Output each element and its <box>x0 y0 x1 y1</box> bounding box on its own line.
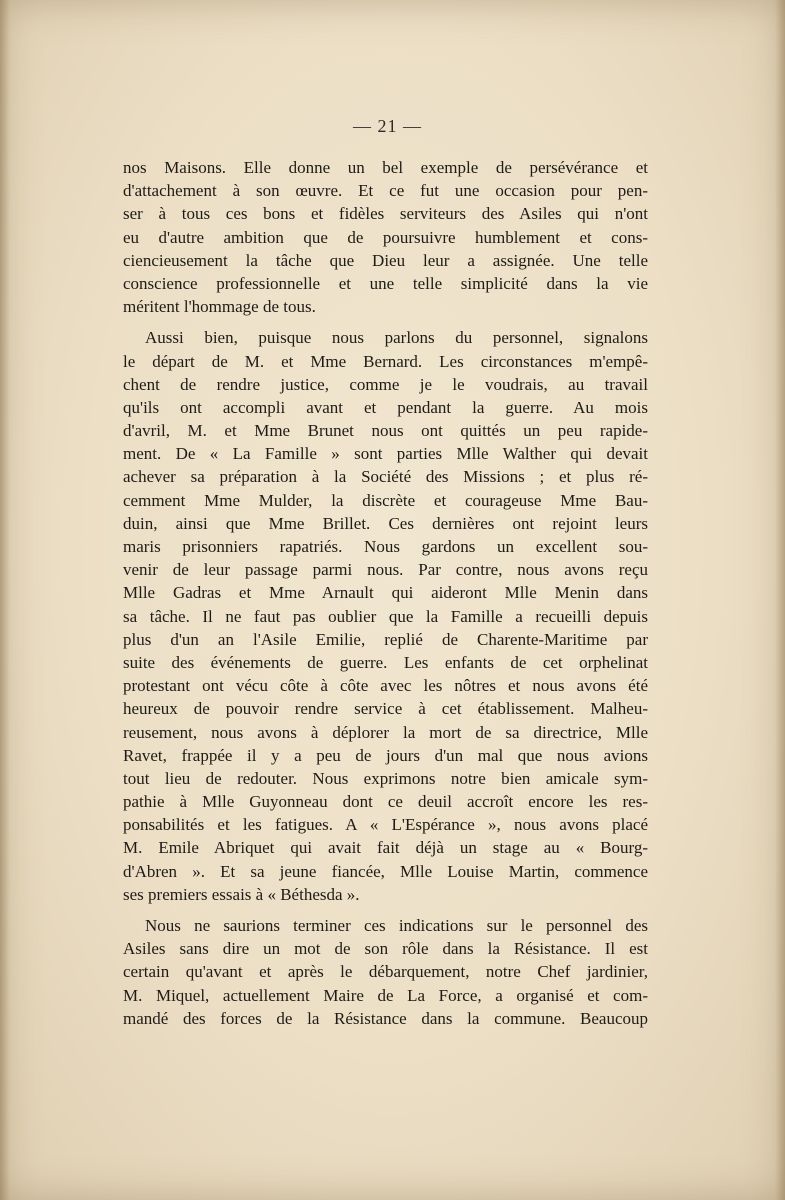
text-line: Ravet, frappée il y a peu de jours d'un mal que nous avions <box>123 745 648 765</box>
text-line: heureux de pouvoir rendre service à cet établissement. Malheu- <box>123 699 648 719</box>
text-line: chent de rendre justice, comme je le voudrais, au travail <box>123 374 648 394</box>
text-line: d'Abren ». Et sa jeune fiancée, Mlle Louise Martin, commence <box>123 861 648 881</box>
text-line: méritent l'hommage de tous. <box>123 297 316 317</box>
text-line: mandé des forces de la Résistance dans la commune. Beaucoup <box>123 1008 648 1028</box>
page-number: — 21 — <box>353 116 422 136</box>
text-line: Mlle Gadras et Mme Arnault qui aideront Mlle Menin dans <box>123 583 648 603</box>
text-line: ser à tous ces bons et fidèles serviteurs des Asiles qui n'ont <box>123 204 648 224</box>
page-edge-shadow-left <box>0 0 10 1200</box>
text-line: ment. De « La Famille » sont parties Mlle Walther qui devait <box>123 444 648 464</box>
text-line: d'attachement à son œuvre. Et ce fut une occasion pour pen- <box>123 181 648 201</box>
text-line: pathie à Mlle Guyonneau dont ce deuil accroît encore les res- <box>123 792 648 812</box>
text-line: protestant ont vécu côte à côte avec les nôtres et nous avons été <box>123 676 648 696</box>
text-line: sa tâche. Il ne faut pas oublier que la Famille a recueilli depuis <box>123 606 648 626</box>
text-line: certain qu'avant et après le débarquement, notre Chef jardinier, <box>123 962 648 982</box>
text-line: nos Maisons. Elle donne un bel exemple de persévérance et <box>123 158 648 177</box>
text-line: le départ de M. et Mme Bernard. Les circonstances m'empê- <box>123 351 648 371</box>
paragraph <box>123 326 648 906</box>
text-line: achever sa préparation à la Société des Missions ; et plus ré- <box>123 467 648 487</box>
text-line: cemment Mme Mulder, la discrète et courageuse Mme Bau- <box>123 490 648 510</box>
text-line: duin, ainsi que Mme Brillet. Ces dernières ont rejoint leurs <box>123 513 648 533</box>
text-line: Nous ne saurions terminer ces indications sur le personnel des <box>145 916 648 935</box>
text-line: tout lieu de redouter. Nous exprimons notre bien amicale sym- <box>123 768 648 788</box>
text-line: ciencieusement la tâche que Dieu leur a assignée. Une telle <box>123 250 648 270</box>
text-line: eu d'autre ambition que de poursuivre humblement et cons- <box>123 227 648 247</box>
text-line: reusement, nous avons à déplorer la mort de sa directrice, Mlle <box>123 722 648 742</box>
paragraph <box>123 156 648 318</box>
paragraph <box>123 914 648 1030</box>
text-line: Asiles sans dire un mot de son rôle dans la Résistance. Il est <box>123 939 648 959</box>
body-text <box>123 156 648 1038</box>
text-line: venir de leur passage parmi nous. Par contre, nous avons reçu <box>123 560 648 580</box>
text-line: maris prisonniers rapatriés. Nous gardons un excellent sou- <box>123 537 648 556</box>
text-line: plus d'un an l'Asile Emilie, replié de Charente-Maritime par <box>123 629 648 649</box>
text-line: d'avril, M. et Mme Brunet nous ont quittés un peu rapide- <box>123 421 648 441</box>
text-line: ses premiers essais à « Béthesda ». <box>123 884 360 904</box>
page-edge-shadow-right <box>775 0 785 1200</box>
text-line: suite des événements de guerre. Les enfants de cet orphelinat <box>123 652 648 672</box>
text-line: Aussi bien, puisque nous parlons du personnel, signalons <box>145 328 648 348</box>
text-line: qu'ils ont accompli avant et pendant la guerre. Au mois <box>123 397 648 417</box>
text-line: M. Miquel, actuellement Maire de La Force, a organisé et com- <box>123 985 648 1005</box>
text-line: ponsabilités et les fatigues. A « L'Espérance », nous avons placé <box>123 815 648 835</box>
text-line: conscience professionnelle et une telle simplicité dans la vie <box>123 273 648 293</box>
text-line: M. Emile Abriquet qui avait fait déjà un stage au « Bourg- <box>123 838 648 858</box>
